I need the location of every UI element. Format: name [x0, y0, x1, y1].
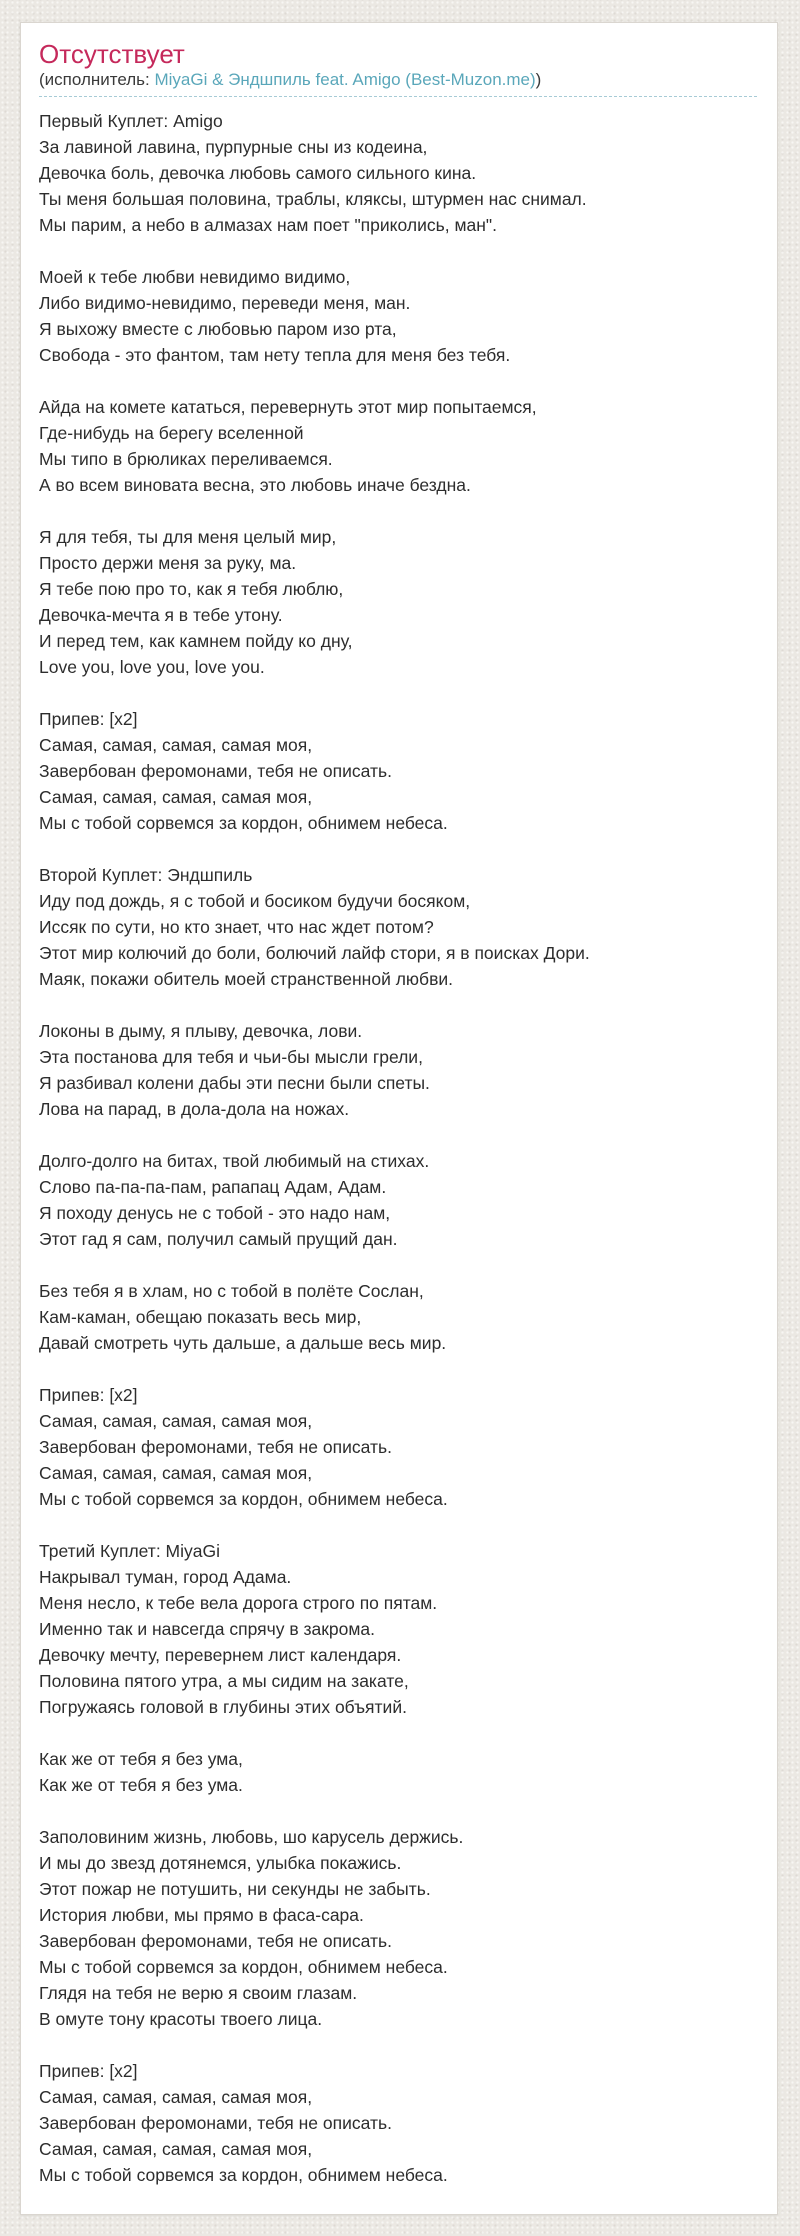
- lyric-line: И перед тем, как камнем пойду ко дну,: [39, 631, 353, 651]
- lyric-line: История любви, мы прямо в фаса-сара.: [39, 1905, 364, 1925]
- lyric-line: Самая, самая, самая, самая моя,: [39, 787, 313, 807]
- lyric-line: Как же от тебя я без ума,: [39, 1749, 243, 1769]
- lyric-line: Лова на парад, в дола-дола на ножах.: [39, 1099, 350, 1119]
- lyric-line: Моей к тебе любви невидимо видимо,: [39, 267, 351, 287]
- lyric-line: Айда на комете кататься, перевернуть этот мир попытаемся,: [39, 397, 537, 417]
- stanza: [39, 706, 757, 836]
- lyric-line: Завербован феромонами, тебя не описать.: [39, 1931, 392, 1951]
- song-title-link[interactable]: Отсутствует: [39, 39, 185, 69]
- stanza: [39, 1538, 757, 1720]
- lyric-line: Самая, самая, самая, самая моя,: [39, 2139, 313, 2159]
- stanza: [39, 1824, 757, 2032]
- lyric-line: Завербован феромонами, тебя не описать.: [39, 1437, 392, 1457]
- lyric-line: Мы типо в брюликах переливаемся.: [39, 449, 333, 469]
- lyric-line: Второй Куплет: Эндшпиль: [39, 865, 253, 885]
- lyric-line: Иссяк по сути, но кто знает, что нас ждет потом?: [39, 917, 434, 937]
- lyric-line: Локоны в дыму, я плыву, девочка, лови.: [39, 1021, 363, 1041]
- lyric-line: Заполовиним жизнь, любовь, шо карусель держись.: [39, 1827, 464, 1847]
- lyric-line: В омуте тону красоты твоего лица.: [39, 2009, 323, 2029]
- lyric-line: Погружаясь головой в глубины этих объятий.: [39, 1697, 407, 1717]
- lyric-line: Этот гад я сам, получил самый прущий дан.: [39, 1229, 398, 1249]
- lyric-line: Мы с тобой сорвемся за кордон, обнимем небеса.: [39, 813, 448, 833]
- lyric-line: Где-нибудь на берегу вселенной: [39, 423, 304, 443]
- lyric-line: Я разбивал колени дабы эти песни были спеты.: [39, 1073, 430, 1093]
- lyric-line: Ты меня большая половина, траблы, кляксы, штурмен нас снимал.: [39, 189, 587, 209]
- lyric-line: Третий Куплет: MiyaGi: [39, 1541, 220, 1561]
- lyric-line: Мы с тобой сорвемся за кордон, обнимем небеса.: [39, 2165, 448, 2185]
- lyric-line: Припев: [x2]: [39, 709, 138, 729]
- lyric-line: Свобода - это фантом, там нету тепла для меня без тебя.: [39, 345, 511, 365]
- stanza: [39, 524, 757, 680]
- stanza: [39, 108, 757, 238]
- lyric-line: Накрывал туман, город Адама.: [39, 1567, 292, 1587]
- lyric-line: Завербован феромонами, тебя не описать.: [39, 761, 392, 781]
- lyric-line: Либо видимо-невидимо, переведи меня, ман.: [39, 293, 411, 313]
- stanza: [39, 1746, 757, 1798]
- lyric-line: Love you, love you, love you.: [39, 657, 265, 677]
- lyric-line: Долго-долго на битах, твой любимый на стихах.: [39, 1151, 430, 1171]
- lyric-line: Самая, самая, самая, самая моя,: [39, 1411, 313, 1431]
- stanza: [39, 2058, 757, 2188]
- lyric-line: Как же от тебя я без ума.: [39, 1775, 243, 1795]
- stanza: [39, 1278, 757, 1356]
- lyric-line: Девочку мечту, перевернем лист календаря.: [39, 1645, 402, 1665]
- lyric-line: Именно так и навсегда спрячу в закрома.: [39, 1619, 375, 1639]
- lyric-line: Иду под дождь, я с тобой и босиком будучи босяком,: [39, 891, 471, 911]
- lyric-line: Глядя на тебя не верю я своим глазам.: [39, 1983, 358, 2003]
- artist-link[interactable]: MiyaGi & Эндшпиль feat. Amigo (Best-Muzon.me): [154, 70, 536, 89]
- lyric-line: Девочка-мечта я в тебе утону.: [39, 605, 283, 625]
- lyric-line: Меня несло, к тебе вела дорога строго по пятам.: [39, 1593, 438, 1613]
- lyric-line: Мы с тобой сорвемся за кордон, обнимем небеса.: [39, 1489, 448, 1509]
- lyric-line: А во всем виновата весна, это любовь иначе бездна.: [39, 475, 471, 495]
- lyric-line: Девочка боль, девочка любовь самого сильного кина.: [39, 163, 477, 183]
- lyric-line: Самая, самая, самая, самая моя,: [39, 1463, 313, 1483]
- lyric-line: Я для тебя, ты для меня целый мир,: [39, 527, 337, 547]
- artist-label-suffix: ): [535, 70, 542, 89]
- stanza: [39, 1148, 757, 1252]
- lyric-line: Кам-каман, обещаю показать весь мир,: [39, 1307, 362, 1327]
- lyric-line: Мы парим, а небо в алмазах нам поет "приколись, ман".: [39, 215, 497, 235]
- stanza: [39, 264, 757, 368]
- lyric-line: Самая, самая, самая, самая моя,: [39, 735, 313, 755]
- lyrics-card: [20, 22, 778, 2215]
- lyric-line: Мы с тобой сорвемся за кордон, обнимем небеса.: [39, 1957, 448, 1977]
- stanza: [39, 394, 757, 498]
- lyric-line: Припев: [x2]: [39, 2061, 138, 2081]
- lyric-line: Давай смотреть чуть дальше, а дальше весь мир.: [39, 1333, 447, 1353]
- lyric-line: Половина пятого утра, а мы сидим на закате,: [39, 1671, 409, 1691]
- lyric-line: Я тебе пою про то, как я тебя люблю,: [39, 579, 344, 599]
- lyric-line: Просто держи меня за руку, ма.: [39, 553, 297, 573]
- stanza: [39, 1382, 757, 1512]
- lyric-line: Слово па-па-па-пам, рапапац Адам, Адам.: [39, 1177, 387, 1197]
- lyric-line: Первый Куплет: Amigo: [39, 111, 223, 131]
- lyrics-text: [39, 108, 757, 2188]
- song-header: [39, 39, 757, 97]
- lyric-line: Я выхожу вместе с любовью паром изо рта,: [39, 319, 397, 339]
- lyric-line: Маяк, покажи обитель моей странственной любви.: [39, 969, 454, 989]
- lyric-line: Завербован феромонами, тебя не описать.: [39, 2113, 392, 2133]
- stanza: [39, 1018, 757, 1122]
- lyric-line: За лавиной лавина, пурпурные сны из кодеина,: [39, 137, 428, 157]
- lyric-line: Эта постанова для тебя и чьи-бы мысли грели,: [39, 1047, 423, 1067]
- stanza: [39, 862, 757, 992]
- artist-line: [39, 69, 757, 91]
- lyric-line: И мы до звезд дотянемся, улыбка покажись.: [39, 1853, 402, 1873]
- lyric-line: Этот мир колючий до боли, болючий лайф стори, я в поисках Дори.: [39, 943, 590, 963]
- lyric-line: Я походу денусь не с тобой - это надо нам,: [39, 1203, 391, 1223]
- lyric-line: Самая, самая, самая, самая моя,: [39, 2087, 313, 2107]
- lyric-line: Этот пожар не потушить, ни секунды не забыть.: [39, 1879, 431, 1899]
- artist-label-prefix: (исполнитель:: [39, 70, 155, 89]
- lyric-line: Припев: [x2]: [39, 1385, 138, 1405]
- lyric-line: Без тебя я в хлам, но с тобой в полёте Сослан,: [39, 1281, 424, 1301]
